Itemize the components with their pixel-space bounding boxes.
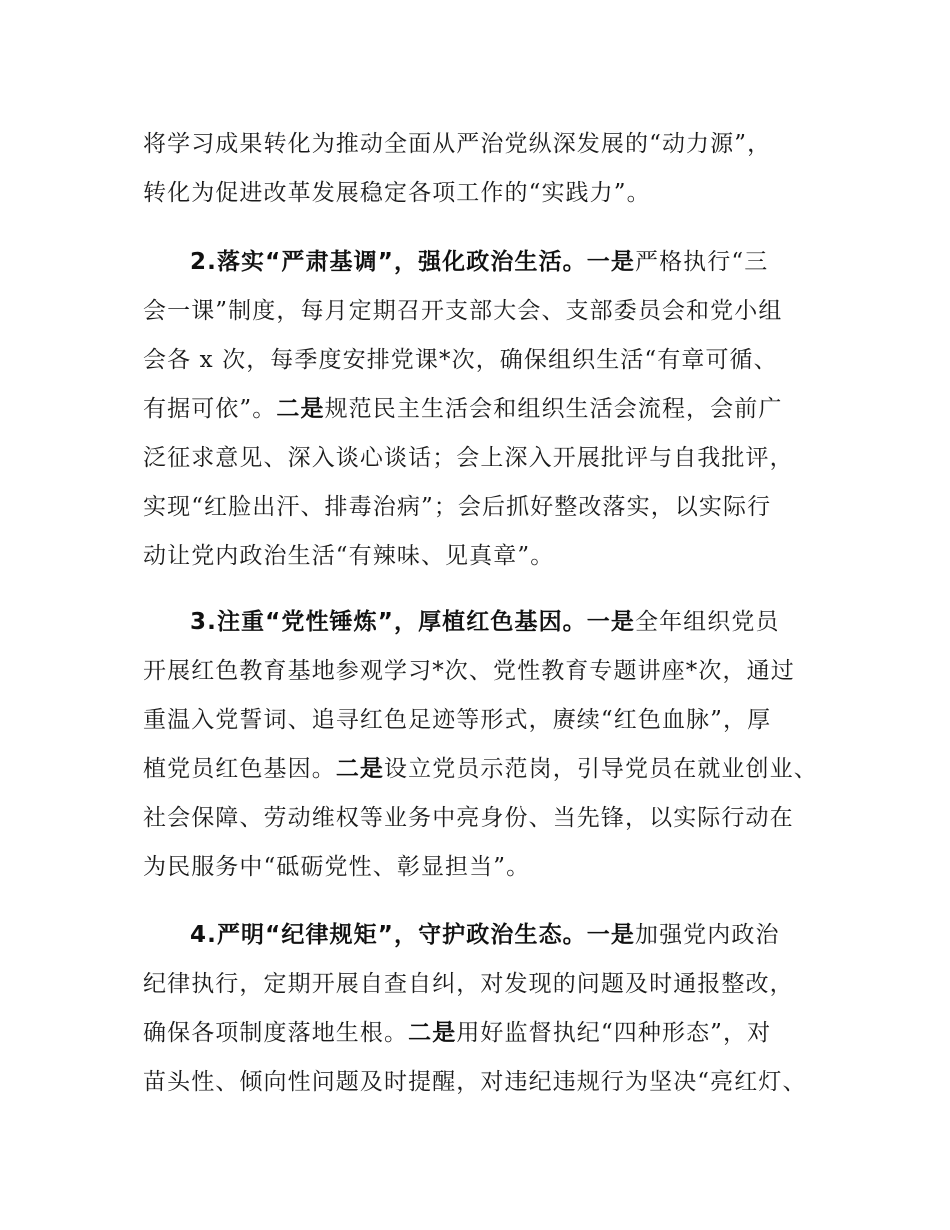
section-3-line: 重温入党誓词、追寻红色足迹等形式，赓续“红色血脉”，厚 <box>143 707 772 733</box>
section-2-mixed-before: 有据可依”。 <box>143 396 277 422</box>
section-3-first-text: 全年组织党员 <box>634 609 780 635</box>
section-3-line: 社会保障、劳动维权等业务中亮身份、当先锋，以实际行动在 <box>143 805 794 831</box>
section-4-heading: 4.严明“纪律规矩”，守护政治生态。 <box>190 922 587 948</box>
section-4-first-line <box>190 917 890 953</box>
section-2-line: 会各 x 次，每季度安排党课*次，确保组织生活“有章可循、 <box>143 347 778 373</box>
section-2-line: 泛征求意见、深入谈心谈话；会上深入开展批评与自我批评， <box>143 445 794 471</box>
section-3-lead-two: 二是 <box>335 756 385 782</box>
section-4-mixed-after: 用好监督执纪“四种形态”，对 <box>456 1020 772 1046</box>
section-4-line: 苗头性、倾向性问题及时提醒，对违纪违规行为坚决“亮红灯、 <box>143 1069 807 1095</box>
section-4-line: 纪律执行，定期开展自查自纠，对发现的问题及时通报整改， <box>143 971 794 997</box>
section-2-line: 会一课”制度，每月定期召开支部大会、支部委员会和党小组 <box>143 298 783 324</box>
section-4-lead-one: 一是 <box>586 922 635 948</box>
intro-line: 转化为促进改革发展稳定各项工作的“实践力”。 <box>143 180 651 206</box>
section-4-lead-two: 二是 <box>408 1020 457 1046</box>
section-3-mixed-after: 设立党员示范岗，引导党员在就业创业、 <box>384 756 818 782</box>
section-3-line: 为民服务中“砥砺党性、彰显担当”。 <box>143 854 531 880</box>
section-3-line: 开展红色教育基地参观学习*次、党性教育专题讲座*次，通过 <box>143 658 795 684</box>
section-3-heading: 3.注重“党性锤炼”，厚植红色基因。 <box>190 609 587 635</box>
section-2-mixed-line <box>143 391 843 427</box>
section-2-first-line <box>190 244 890 280</box>
section-2-mixed-after: 规范民主生活会和组织生活会流程，会前广 <box>324 396 783 422</box>
section-4-mixed-line <box>143 1015 843 1051</box>
section-3-first-line <box>190 604 890 640</box>
section-2-heading: 2.落实“严肃基调”，强化政治生活。 <box>190 249 587 275</box>
section-4-first-text: 加强党内政治 <box>634 922 780 948</box>
intro-line: 将学习成果转化为推动全面从严治党纵深发展的“动力源”， <box>143 131 772 157</box>
section-3-lead-one: 一是 <box>586 609 635 635</box>
section-2-line: 实现“红脸出汗、排毒治病”；会后抓好整改落实，以实际行 <box>143 494 772 520</box>
section-2-first-text: 严格执行“三 <box>634 249 769 275</box>
section-3-mixed-line <box>143 751 843 787</box>
section-4-mixed-before: 确保各项制度落地生根。 <box>143 1020 409 1046</box>
section-2-lead-one: 一是 <box>586 249 635 275</box>
section-3-mixed-before: 植党员红色基因。 <box>143 756 336 782</box>
section-2-lead-two: 二是 <box>276 396 325 422</box>
section-2-line: 动让党内政治生活“有辣味、见真章”。 <box>143 543 555 569</box>
